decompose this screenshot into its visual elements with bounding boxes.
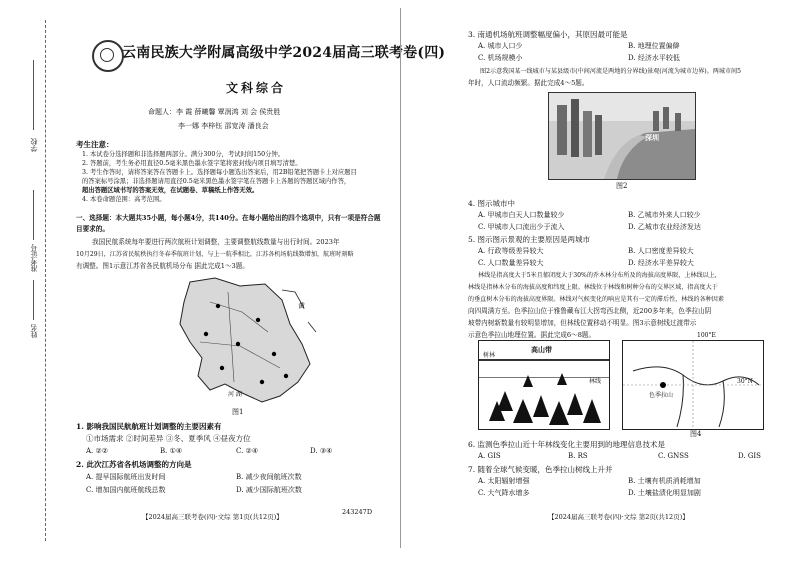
photo-label: 深圳 bbox=[645, 133, 659, 142]
question-1-options: ①市场需求 ②时间差异 ③冬、夏季风 ④昼夜方位 bbox=[86, 434, 251, 443]
notice-heading: 考生注意： bbox=[76, 140, 114, 149]
passage-line: 年时，人口流动频繁。据此完成4～5题。 bbox=[468, 79, 589, 87]
school-field-line bbox=[33, 60, 34, 130]
jiangsu-map-svg bbox=[170, 272, 320, 407]
q3-choice-a[interactable]: A. 城市人口少 bbox=[478, 42, 523, 50]
binding-margin bbox=[0, 0, 64, 561]
section1-heading: 一、选择题：本大题共35小题，每小题4分，共140分。在每小题给出的四个选项中，只有一项是符合题 bbox=[76, 214, 381, 222]
q7-choice-a[interactable]: A. 太阳辐射增强 bbox=[478, 477, 530, 485]
question-2-stem: 2. 此次江苏省各机场调整的方向是 bbox=[76, 460, 192, 469]
q1-choice-b[interactable]: B. ①④ bbox=[160, 447, 183, 455]
q3-choice-d[interactable]: D. 经济水平较低 bbox=[628, 54, 680, 62]
subject-title: 文科综合 bbox=[226, 81, 287, 95]
q1-choice-d[interactable]: D. ③④ bbox=[310, 447, 333, 455]
exam-title: 云南民族大学附属高级中学2024届高三联考卷(四) bbox=[122, 45, 446, 61]
q7-choice-b[interactable]: B. 土壤有机质消耗增加 bbox=[628, 477, 701, 485]
latitude-label: 30°N bbox=[737, 378, 753, 385]
school-logo bbox=[92, 40, 124, 72]
q5-choice-d[interactable]: D. 经济水平差异较大 bbox=[628, 259, 694, 267]
notice-item: 超出答题区域书写的答案无效，在试题卷、草稿纸上作答无效。 bbox=[82, 187, 259, 194]
q6-choice-a[interactable]: A. GIS bbox=[478, 452, 501, 460]
id-field-line bbox=[33, 190, 34, 240]
q3-choice-c[interactable]: C. 机场规模小 bbox=[478, 54, 523, 62]
airport-dot bbox=[204, 332, 208, 336]
passage-line: 坡带内树新数量有较明显增加，但林线位置移动不明显。图3示意树线过渡带示 bbox=[468, 319, 697, 327]
question-6-stem: 6. 监测色季拉山近十年林线变化主要用到的地理信息技术是 bbox=[468, 440, 666, 449]
authors-line-2: 李一娜 李梓钰 邵宽涛 潘良会 bbox=[178, 122, 269, 130]
figure-2-photo bbox=[548, 92, 696, 180]
place-label: 色季拉山 bbox=[649, 392, 674, 399]
figure-2-caption: 图2 bbox=[616, 182, 628, 190]
q4-choice-c[interactable]: C. 甲城市人口流出少于流入 bbox=[478, 223, 565, 231]
figure-3-treeline-diagram bbox=[478, 340, 610, 430]
map-label-sea: 黄 bbox=[298, 302, 305, 310]
question-3-stem: 3. 南通机场航班调整幅度偏小，其原因最可能是 bbox=[468, 30, 628, 39]
notice-item: 的答案标号涂黑；非选择题请用直径0.5毫米黑色墨水签字笔在答题卡上各题的答题区域内作答， bbox=[82, 178, 351, 185]
page-divider bbox=[400, 8, 401, 548]
q6-choice-b[interactable]: B. RS bbox=[568, 452, 588, 460]
airport-dot bbox=[256, 318, 260, 322]
q6-choice-d[interactable]: D. GIS bbox=[738, 452, 761, 460]
passage-line: 示意色季拉山地理位置。据此完成6～8题。 bbox=[468, 331, 596, 339]
school-label: 学校 bbox=[30, 138, 38, 152]
province-outline bbox=[180, 278, 310, 402]
map-label-river: 河 湖 bbox=[228, 391, 242, 398]
q5-choice-c[interactable]: C. 人口数量差异较大 bbox=[478, 259, 544, 267]
notice-item: 2. 答题前，考生务必用直径0.5毫米黑色墨水签字笔将密封线内项目填写清楚。 bbox=[82, 160, 302, 167]
q4-choice-b[interactable]: B. 乙城市外来人口较少 bbox=[628, 211, 701, 219]
airport-dot bbox=[284, 374, 288, 378]
passage-line: 林线是指高度大于5米且郁闭度大于30%的乔木林分布所及的海拔高度界限，上林线以上， bbox=[478, 272, 721, 279]
passage-line: 有调整。图1示意江苏省各民航机场分布 据此完成1～3题。 bbox=[76, 262, 249, 270]
q4-choice-d[interactable]: D. 乙城市农业经济发达 bbox=[628, 223, 701, 231]
longitude-label: 100°E bbox=[697, 332, 716, 339]
q3-choice-b[interactable]: B. 地理位置偏僻 bbox=[628, 42, 680, 50]
q1-choice-a[interactable]: A. ②② bbox=[86, 447, 109, 455]
airport-dot bbox=[260, 380, 264, 384]
notice-item: 1. 本试卷分选择题和非选择题两部分。满分300分，考试时间150分钟。 bbox=[82, 151, 285, 158]
label-treeline: 林线 bbox=[589, 378, 602, 385]
trees-group bbox=[489, 373, 601, 425]
q1-choice-c[interactable]: C. ②④ bbox=[236, 447, 259, 455]
airport-dot bbox=[236, 342, 240, 346]
passage-line: 林线是指林木分布的海拔高度和纬度上限。林线位于林线和树种分布的交界区域，指高度大于 bbox=[468, 284, 718, 291]
page-2-footer: 【2024届高三联考卷(四)·文综 第2页(共12页)】 bbox=[548, 513, 689, 521]
figure-1-map bbox=[170, 272, 320, 407]
name-field-line bbox=[33, 280, 34, 320]
q2-choice-d[interactable]: D. 减少国际航班次数 bbox=[236, 486, 302, 494]
passage-line: 的垂直树木分布的海拔高度界限。林线对气候变化的响应是其有一定的滞后性，林线的各种因素 bbox=[468, 296, 724, 303]
question-1-stem: 1. 影响我国民航航班计划调整的主要因素有 bbox=[76, 422, 222, 431]
binding-dashed-line bbox=[45, 20, 46, 541]
figure-4-location-map bbox=[622, 332, 764, 430]
passage-line: 图2示意我国某一线城市与某县级市(中间河流是两地的分界线)景观(河流为城市边界)。两城市间5 bbox=[480, 68, 742, 75]
city-photo-svg bbox=[549, 93, 695, 179]
name-label: 姓名 bbox=[30, 324, 38, 338]
paper-code: 243247D bbox=[342, 508, 373, 516]
q4-choice-a[interactable]: A. 甲城市白天人口数量较少 bbox=[478, 211, 565, 219]
passage-line: 向四周满方至。色季拉山位于雅鲁藏布江大拐弯西北侧，近200多年来，色季拉山阴 bbox=[468, 307, 712, 315]
section1-heading-cont: 目要求的。 bbox=[76, 225, 109, 233]
label-forest: 树林 bbox=[483, 352, 496, 359]
airport-dot bbox=[216, 304, 220, 308]
q5-choice-a[interactable]: A. 行政等级差异较大 bbox=[478, 247, 544, 255]
airport-dot bbox=[272, 352, 276, 356]
id-label: 准考证号 bbox=[30, 244, 38, 272]
q2-choice-a[interactable]: A. 提早国际航班出发时间 bbox=[86, 473, 166, 481]
figure-1-caption: 图1 bbox=[232, 408, 244, 416]
q7-choice-d[interactable]: D. 土壤盐渍化明显加剧 bbox=[628, 489, 701, 497]
question-7-stem: 7. 随着全球气候变暖，色季拉山树线上升并 bbox=[468, 465, 613, 474]
passage-line: 我国民航系统每年要进行两次航班计划调整，主要调整航线数量与出行时间。2023年 bbox=[92, 238, 340, 246]
notice-list bbox=[82, 150, 357, 204]
q6-choice-c[interactable]: C. GNSS bbox=[658, 452, 689, 460]
figure-4-caption: 图4 bbox=[690, 430, 702, 438]
q7-choice-c[interactable]: C. 大气降水增多 bbox=[478, 489, 530, 497]
question-5-stem: 5. 图示图示景观的主要原因是两城市 bbox=[468, 235, 591, 244]
label-alpine-zone: 高山带 bbox=[531, 345, 552, 354]
authors-line-1: 命题人：李 霞 薛曦馨 覃润鸿 刘 会 侯贵胜 bbox=[148, 108, 281, 116]
q5-choice-b[interactable]: B. 人口密度差异较大 bbox=[628, 247, 694, 255]
q2-choice-b[interactable]: B. 减少夜间航班次数 bbox=[236, 473, 302, 481]
question-4-stem: 4. 图示城市中 bbox=[468, 199, 516, 208]
airport-dot bbox=[220, 366, 224, 370]
q2-choice-c[interactable]: C. 增加国内航班航线总数 bbox=[86, 486, 166, 494]
notice-item: 3. 考生作答时，请将答案答在答题卡上。选择题每小题选出答案后，用2B铅笔把答题卡上对应题目 bbox=[82, 169, 357, 176]
passage-line: 10月29日，江苏省民航秩执行冬春季航班计划，与上一航季相比，江苏各机场航线数增加，航班时刻略 bbox=[76, 251, 354, 258]
notice-item: 4. 本卷命题范围：高考范围。 bbox=[82, 196, 166, 203]
page-1-footer: 【2024届高三联考卷(四)·文综 第1页(共12页)】 bbox=[142, 513, 283, 521]
